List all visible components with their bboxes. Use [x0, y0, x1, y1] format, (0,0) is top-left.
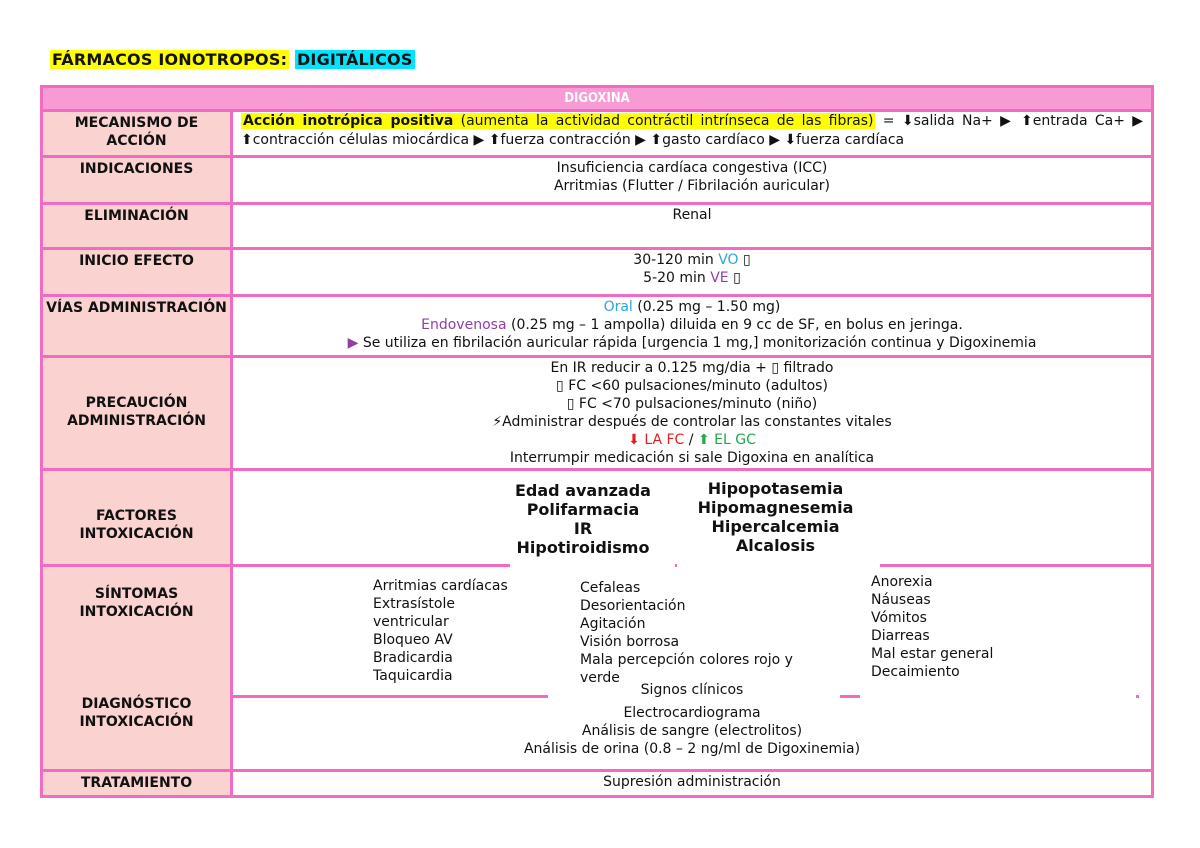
label-diagnostico: DIAGNÓSTICO INTOXICACIÓN [43, 695, 233, 769]
precaucion-interrumpir: Interrumpir medicación si sale Digoxina en analítica [509, 450, 875, 466]
label-inicio: INICIO EFECTO [43, 250, 233, 294]
via-oral: Oral (0.25 mg – 1.50 mg) [603, 299, 781, 315]
mecanismo-highlight: Acción inotrópica positiva [243, 113, 454, 129]
label-vias: VÍAS ADMINISTRACIÓN [43, 297, 233, 355]
precaucion-fc-adultos: ▯ FC <60 pulsaciones/minuto (adultos) [556, 378, 828, 394]
label-indicaciones: INDICACIONES [43, 158, 233, 202]
content-mecanismo [233, 112, 1151, 155]
row-sintomas [43, 564, 1151, 695]
digoxina-table [40, 85, 1154, 798]
content-vias [233, 297, 1151, 355]
row-factores [43, 468, 1151, 564]
content-diagnostico [233, 682, 1151, 769]
via-endovenosa: Endovenosa (0.25 mg – 1 ampolla) diluida en 9 cc de SF, en bolus en jeringa. [421, 317, 963, 333]
sintomas-col-cardiacos: Arritmias cardíacas Extrasístole ventricular Bloqueo AV Bradicardia Taquicardia [373, 578, 508, 684]
sintomas-col-digestivos: Anorexia Náuseas Vómitos Diarreas Mal estar general Decaimiento [871, 574, 994, 680]
diagnostico-sangre: Análisis de sangre (electrolitos) [581, 723, 803, 739]
content-eliminacion [233, 205, 1151, 247]
inicio-vo: 30-120 min VO ▯ [633, 252, 751, 268]
mecanismo-paren: (aumenta la actividad contráctil intrínseca de las fibras) [460, 113, 874, 129]
inicio-ve: 5-20 min VE ▯ [643, 270, 741, 286]
content-sintomas [233, 567, 1151, 695]
tratamiento-supresion: Supresión administración [603, 774, 781, 790]
page-title [50, 50, 415, 69]
label-factores: FACTORES INTOXICACIÓN [43, 471, 233, 564]
label-eliminacion: ELIMINACIÓN [43, 205, 233, 247]
row-tratamiento [43, 769, 1151, 795]
title-part2: DIGITÁLICOS [296, 50, 413, 69]
row-vias [43, 294, 1151, 355]
precaucion-fc-ninos: ▯ FC <70 pulsaciones/minuto (niño) [566, 396, 818, 412]
row-precaucion [43, 355, 1151, 468]
content-indicaciones [233, 158, 1151, 202]
content-precaucion [233, 358, 1151, 468]
mecanismo-chain: = ⬇salida Na+ ▶ ⬆entrada Ca+ ▶ ⬆contracción células miocárdica ▶ ⬆fuerza contracción ▶ ⬆gasto cardíaco ▶ ⬇fuerza cardíaca [241, 113, 1143, 148]
table-header: DIGOXINA [43, 88, 1151, 109]
factores-col-right: Hipopotasemia Hipomagnesemia Hipercalcemia Alcalosis [697, 479, 854, 555]
precaucion-fc-gc: ⬇ LA FC / ⬆ EL GC [628, 432, 756, 448]
diagnostico-orina: Análisis de orina (0.8 – 2 ng/ml de Digoxinemia) [523, 741, 861, 757]
label-tratamiento: TRATAMIENTO [43, 772, 233, 795]
diagnostico-signos: Signos clínicos [640, 682, 744, 698]
content-inicio [233, 250, 1151, 294]
eliminacion-renal: Renal [672, 207, 712, 223]
title-part1: FÁRMACOS IONOTROPOS: [52, 50, 288, 69]
row-eliminacion [43, 202, 1151, 247]
via-nota: ▶ Se utiliza en fibrilación auricular rápida [urgencia 1 mg,] monitorización continua y Digoxinemia [347, 335, 1037, 351]
indicacion-arritmias: Arritmias (Flutter / Fibrilación auricular) [553, 178, 831, 194]
precaucion-constantes: ⚡Administrar después de controlar las constantes vitales [492, 414, 892, 430]
factores-col-left: Edad avanzada Polifarmacia IR Hipotiroidismo [515, 481, 651, 557]
label-precaucion: PRECAUCIÓN ADMINISTRACIÓN [43, 358, 233, 468]
row-indicaciones [43, 155, 1151, 202]
row-diagnostico [43, 682, 1151, 769]
label-mecanismo: MECANISMO DE ACCIÓN [43, 112, 233, 155]
diagnostico-ecg: Electrocardiograma [623, 705, 761, 721]
sintomas-col-neuro: Cefaleas Desorientación Agitación Visión borrosa Mala percepción colores rojo y verde [580, 580, 793, 686]
row-inicio [43, 247, 1151, 294]
label-sintomas: SÍNTOMAS INTOXICACIÓN [43, 567, 233, 695]
precaucion-ir: En IR reducir a 0.125 mg/dia + ▯ filtrado [550, 360, 834, 376]
content-tratamiento [233, 772, 1151, 795]
content-factores [233, 471, 1151, 564]
row-mecanismo [43, 109, 1151, 155]
indicacion-icc: Insuficiencia cardíaca congestiva (ICC) [556, 160, 828, 176]
